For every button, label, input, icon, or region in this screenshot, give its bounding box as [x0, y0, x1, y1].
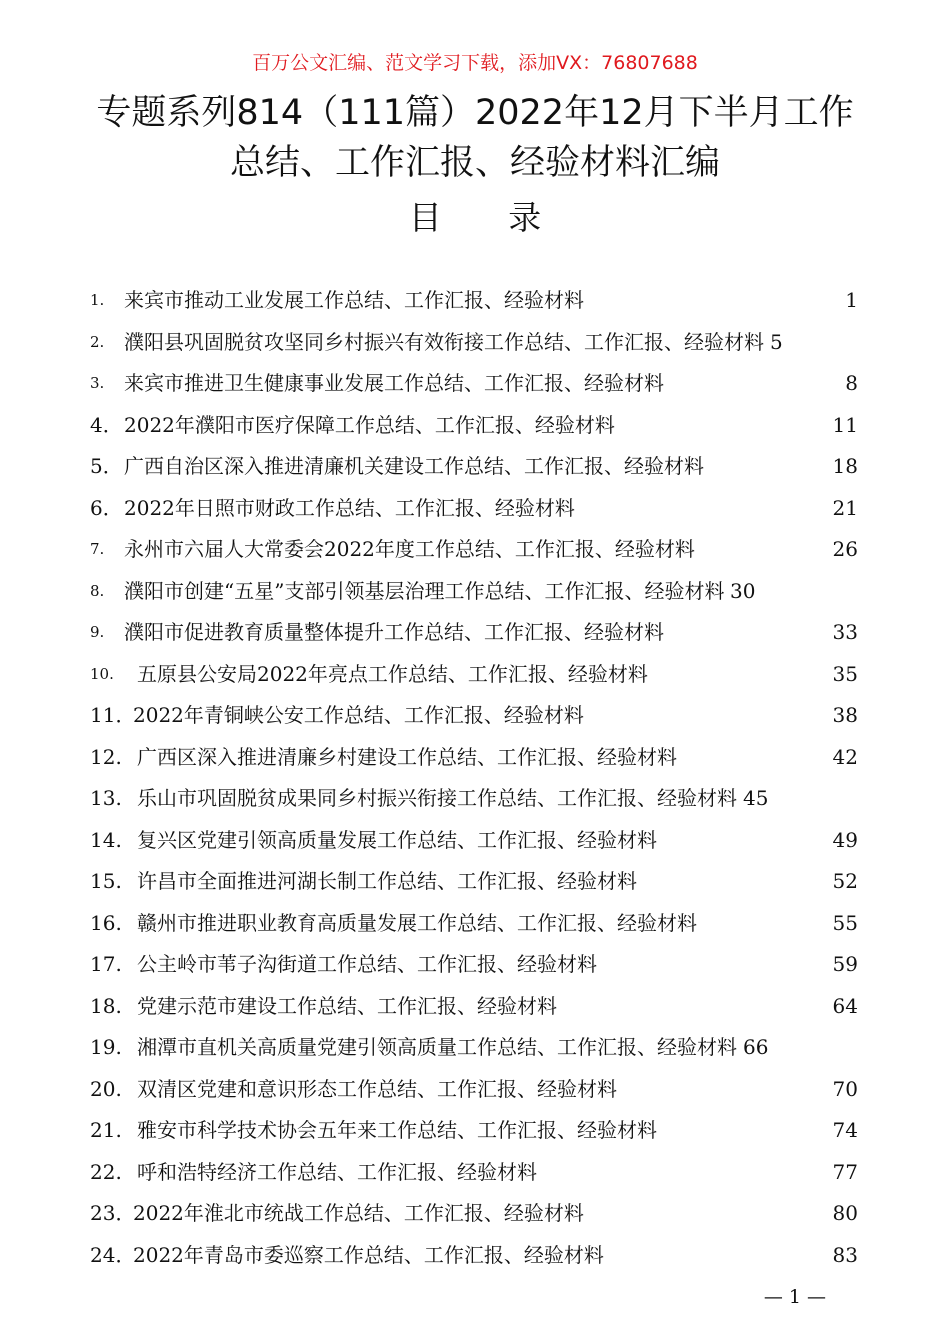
toc-entry-title: 公主岭市苇子沟街道工作总结、工作汇报、经验材料 — [137, 952, 597, 976]
toc-entry-page: 42 — [832, 744, 858, 769]
toc-entry-page: 59 — [832, 952, 858, 976]
toc-entry[interactable] — [0, 695, 950, 736]
toc-entry[interactable] — [0, 571, 950, 612]
toc-entry-page: 74 — [832, 1118, 858, 1142]
toc-entry-number: 20. — [90, 1076, 122, 1101]
toc-entry[interactable] — [0, 944, 950, 985]
toc-entry-title: 濮阳市创建“五星”支部引领基层治理工作总结、工作汇报、经验材料 — [124, 578, 725, 603]
toc-entry[interactable] — [0, 612, 950, 653]
title-line-2: 总结、工作汇报、经验材料汇编 — [229, 143, 720, 183]
toc-entry-page: 77 — [832, 1159, 858, 1184]
toc-entry-title: 2022年淮北市统战工作总结、工作汇报、经验材料 — [133, 1201, 584, 1225]
toc-entry-title: 党建示范市建设工作总结、工作汇报、经验材料 — [137, 993, 557, 1018]
toc-entry-title: 永州市六届人大常委会2022年度工作总结、工作汇报、经验材料 — [124, 537, 695, 561]
toc-entry-page: 64 — [832, 993, 858, 1018]
toc-entry-title: 2022年日照市财政工作总结、工作汇报、经验材料 — [124, 495, 575, 520]
toc-entry-number: 11． — [90, 703, 136, 727]
toc-entry-title: 广西区深入推进清廉乡村建设工作总结、工作汇报、经验材料 — [137, 744, 677, 769]
toc-entry-title: 来宾市推进卫生健康事业发展工作总结、工作汇报、经验材料 — [124, 371, 664, 395]
toc-entry-title: 呼和浩特经济工作总结、工作汇报、经验材料 — [137, 1159, 537, 1184]
toc-entry-page: 52 — [832, 869, 858, 893]
toc-entry-number: 1. — [90, 291, 105, 309]
toc-entry[interactable] — [0, 488, 950, 529]
toc-entry-number: 7. — [90, 540, 105, 558]
toc-entry-page: 18 — [832, 454, 858, 478]
toc-entry[interactable] — [0, 1027, 950, 1068]
toc-entry-page: 5 — [770, 329, 783, 354]
toc-entry-title: 复兴区党建引领高质量发展工作总结、工作汇报、经验材料 — [137, 827, 657, 852]
toc-entry-number: 17. — [90, 952, 122, 976]
toc-entry-title: 来宾市推动工业发展工作总结、工作汇报、经验材料 — [124, 288, 584, 312]
toc-entry-number: 9. — [90, 623, 105, 641]
toc-entry-page: 66 — [743, 1035, 769, 1059]
toc-entry-page: 26 — [832, 537, 858, 561]
toc-entry[interactable] — [0, 405, 950, 446]
toc-entry-title: 乐山市巩固脱贫成果同乡村振兴衔接工作总结、工作汇报、经验材料 — [137, 786, 737, 810]
toc-entry[interactable] — [0, 1110, 950, 1151]
toc-entry-number: 4． — [90, 412, 123, 437]
toc-entry-page: 70 — [832, 1076, 858, 1101]
toc-entry-title: 许昌市全面推进河湖长制工作总结、工作汇报、经验材料 — [137, 869, 637, 893]
toc-entry-page: 30 — [730, 578, 756, 603]
promo-banner: 百万公文汇编、范文学习下载，添加VX：76807688 — [252, 52, 698, 74]
toc-entry-title: 雅安市科学技术协会五年来工作总结、工作汇报、经验材料 — [137, 1118, 657, 1142]
toc-entry-number: 10. — [90, 664, 114, 683]
toc-entry-page: 11 — [832, 412, 858, 437]
toc-entry-number: 12. — [90, 744, 122, 769]
toc-entry[interactable] — [0, 1193, 950, 1234]
toc-entry[interactable] — [0, 654, 950, 695]
toc-entry-number: 23． — [90, 1201, 136, 1225]
toc-entry-number: 13. — [90, 786, 122, 810]
toc-entry[interactable] — [0, 1235, 950, 1276]
toc-entry-title: 2022年青铜峡公安工作总结、工作汇报、经验材料 — [133, 703, 584, 727]
toc-entry[interactable] — [0, 322, 950, 363]
toc-entry[interactable] — [0, 820, 950, 861]
toc-entry-number: 2. — [90, 332, 105, 351]
toc-entry-title: 濮阳县巩固脱贫攻坚同乡村振兴有效衔接工作总结、工作汇报、经验材料 — [124, 329, 764, 354]
toc-entry-number: 15. — [90, 869, 122, 893]
toc-entry-page: 8 — [845, 371, 858, 395]
toc-entry-title: 赣州市推进职业教育高质量发展工作总结、工作汇报、经验材料 — [137, 910, 697, 935]
toc-entry[interactable] — [0, 280, 950, 321]
toc-entry-title: 广西自治区深入推进清廉机关建设工作总结、工作汇报、经验材料 — [124, 454, 704, 478]
toc-entry-number: 8. — [90, 581, 105, 600]
document-title — [60, 88, 890, 188]
toc-entry-page: 33 — [832, 620, 858, 644]
toc-entry-title: 2022年青岛市委巡察工作总结、工作汇报、经验材料 — [133, 1242, 604, 1267]
toc-entry-number: 18. — [90, 993, 122, 1018]
toc-entry-title: 2022年濮阳市医疗保障工作总结、工作汇报、经验材料 — [124, 412, 615, 437]
toc-entry[interactable] — [0, 1069, 950, 1110]
toc-entry-number: 16. — [90, 910, 122, 935]
toc-heading: 目 录 — [408, 198, 570, 237]
toc-entry[interactable] — [0, 737, 950, 778]
toc-entry[interactable] — [0, 861, 950, 902]
toc-entry-number: 3. — [90, 374, 105, 392]
toc-entry-page: 38 — [832, 703, 858, 727]
toc-entry-title: 湘潭市直机关高质量党建引领高质量工作总结、工作汇报、经验材料 — [137, 1035, 737, 1059]
toc-entry-page: 35 — [832, 661, 858, 686]
toc-entry[interactable] — [0, 363, 950, 404]
toc-entry-number: 24． — [90, 1242, 136, 1267]
toc-entry-page: 55 — [832, 910, 858, 935]
toc-entry-page: 1 — [845, 288, 858, 312]
toc-entry[interactable] — [0, 446, 950, 487]
toc-entry-page: 45 — [743, 786, 769, 810]
toc-entry[interactable] — [0, 778, 950, 819]
toc-entry-title: 濮阳市促进教育质量整体提升工作总结、工作汇报、经验材料 — [124, 620, 664, 644]
toc-entry-page: 49 — [832, 827, 858, 852]
toc-entry-title: 双清区党建和意识形态工作总结、工作汇报、经验材料 — [137, 1076, 617, 1101]
toc-entry-page: 80 — [832, 1201, 858, 1225]
toc-entry-number: 22. — [90, 1159, 122, 1184]
toc-entry[interactable] — [0, 1152, 950, 1193]
title-line-1: 专题系列814（111篇）2022年12月下半月工作 — [96, 93, 854, 133]
toc-entry[interactable] — [0, 529, 950, 570]
page-number: — 1 — — [763, 1286, 826, 1308]
toc-entry-title: 五原县公安局2022年亮点工作总结、工作汇报、经验材料 — [137, 661, 648, 686]
toc-entry[interactable] — [0, 986, 950, 1027]
toc-entry-number: 19. — [90, 1035, 122, 1059]
toc-entry-number: 21. — [90, 1118, 122, 1142]
toc-entry-number: 6． — [90, 495, 123, 520]
toc-entry[interactable] — [0, 903, 950, 944]
toc-entry-number: 14. — [90, 827, 122, 852]
toc-entry-page: 21 — [832, 495, 858, 520]
toc-entry-page: 83 — [832, 1242, 858, 1267]
toc-entry-number: 5． — [90, 454, 123, 478]
